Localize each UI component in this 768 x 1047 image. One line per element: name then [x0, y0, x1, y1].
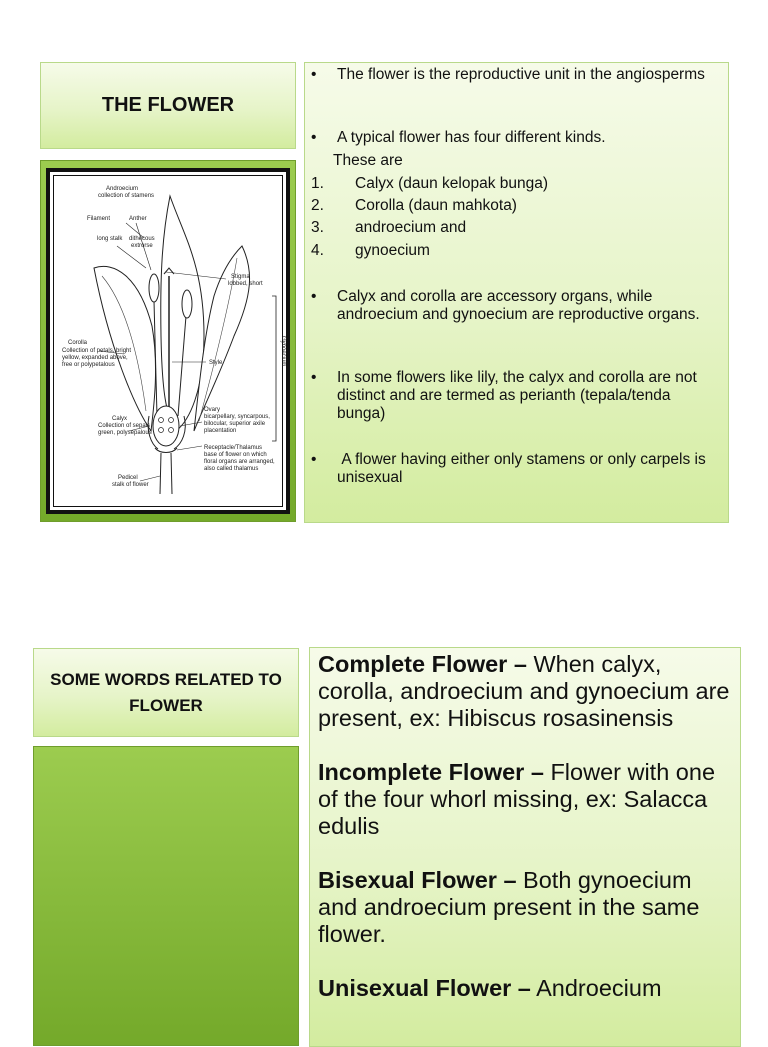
label-ovary: Ovary — [204, 407, 221, 413]
label-calyx: Calyx — [112, 416, 128, 422]
bullet-marker: • — [311, 129, 317, 146]
diagram-border — [46, 168, 290, 514]
green-decorative-block — [33, 746, 299, 1046]
numbered-item — [311, 197, 720, 215]
bullet-marker: • — [311, 451, 317, 468]
numbered-item — [311, 175, 720, 193]
definition-text: Androecium — [530, 975, 662, 1001]
definition-term: Bisexual Flower – — [318, 867, 517, 893]
numbered-text: Calyx (daun kelopak bunga) — [355, 175, 549, 192]
label-filament: Filament — [87, 216, 111, 222]
bullet-item — [311, 129, 720, 147]
label-corolla-sub1: Collection of petals, bright — [62, 348, 132, 354]
bullet-subtext-label: These are — [333, 152, 403, 169]
bullet-item — [311, 369, 720, 423]
label-ovary-sub2: bilocular, superior axile — [204, 421, 266, 427]
anther-right — [182, 290, 192, 318]
label-ovary-sub1: bicarpellary, syncarpous, — [204, 414, 270, 420]
label-receptacle: Receptacle/Thalamus — [204, 445, 263, 451]
bullet-item — [311, 451, 720, 487]
numbered-text: androecium and — [355, 219, 467, 236]
number-marker: 4. — [311, 242, 324, 259]
bullet-text: The flower is the reproductive unit in the angiosperms — [337, 66, 705, 83]
bullet-text: Calyx and corolla are accessory organs, while androecium and gynoecium are reproductive organs. — [337, 288, 700, 323]
label-extrorse: extrorse — [131, 243, 153, 249]
numbered-text: gynoecium — [355, 242, 430, 259]
definition-unisexual-flower — [318, 975, 732, 1002]
definition-term: Complete Flower – — [318, 651, 527, 677]
label-receptacle-sub3: also called thalamus — [204, 466, 259, 472]
slide-title-text: THE FLOWER — [101, 94, 235, 116]
bullet-text: In some flowers like lily, the calyx and corolla are not distinct and are termed as perianth (tepala/tenda bunga) — [337, 369, 697, 422]
slide-title-text: SOME WORDS RELATED TO FLOWER — [50, 669, 282, 715]
bullet-text: A flower having either only stamens or only carpels is unisexual — [337, 451, 711, 486]
slide-title-the-flower — [40, 62, 296, 149]
definition-incomplete-flower — [318, 759, 732, 840]
bullet-marker: • — [311, 288, 317, 305]
slide-title-words-related — [33, 648, 299, 737]
label-corolla: Corolla — [68, 340, 88, 346]
label-receptacle-sub1: base of flower on which — [204, 452, 267, 458]
label-dithecous: dithecous — [129, 236, 155, 242]
label-ovary-sub3: placentation — [204, 428, 237, 434]
label-corolla-sub2: yellow, expanded above, — [62, 355, 128, 361]
label-gynoecium: Gynoecium — [280, 336, 286, 367]
label-anther: Anther — [129, 216, 147, 222]
definition-text: Flower with one of the four whorl missing, ex: Salacca edulis — [318, 759, 716, 839]
bullet-marker: • — [311, 369, 317, 386]
definition-bisexual-flower — [318, 867, 732, 948]
label-long-stalk: long stalk — [97, 236, 123, 242]
definition-complete-flower — [318, 651, 732, 732]
bullet-item — [311, 66, 720, 84]
numbered-item — [311, 242, 720, 260]
number-marker: 3. — [311, 219, 324, 236]
flower-facts-panel — [304, 62, 729, 523]
bullet-text: A typical flower has four different kinds. — [337, 129, 606, 146]
definition-term: Incomplete Flower – — [318, 759, 544, 785]
label-stigma-sub: lobbed, short — [228, 281, 263, 287]
label-pedicel-sub: stalk of flower — [112, 482, 149, 488]
number-marker: 2. — [311, 197, 324, 214]
label-corolla-sub3: free or polypetalous — [62, 362, 115, 368]
flower-section-drawing — [54, 176, 288, 506]
anther-left — [149, 274, 159, 302]
flower-diagram-frame — [40, 160, 296, 522]
ovary-shape — [153, 406, 179, 446]
numbered-text: Corolla (daun mahkota) — [355, 197, 517, 214]
label-androecium: Androecium — [106, 186, 139, 192]
definition-text: When calyx, corolla, androecium and gynoecium are present, ex: Hibiscus rosasinensis — [318, 651, 730, 731]
definition-term: Unisexual Flower – — [318, 975, 531, 1001]
label-androecium-sub: collection of stamens — [98, 193, 155, 199]
number-marker: 1. — [311, 175, 324, 192]
label-receptacle-sub2: floral organs are arranged, — [204, 459, 275, 465]
bullet-item — [311, 288, 720, 324]
label-style: Style — [209, 360, 223, 366]
label-pedicel: Pedicel — [118, 475, 138, 481]
label-calyx-sub2: green, polysepalous — [98, 430, 152, 436]
bullet-subtext — [333, 152, 720, 170]
numbered-item — [311, 219, 720, 237]
bullet-marker: • — [311, 66, 317, 83]
label-calyx-sub1: Collection of sepals — [98, 423, 151, 429]
definition-text: Both gynoecium and androecium present in the same flower. — [318, 867, 700, 947]
flower-diagram — [53, 175, 286, 507]
label-stigma: Stigma — [231, 274, 250, 280]
definitions-panel — [309, 647, 741, 1047]
